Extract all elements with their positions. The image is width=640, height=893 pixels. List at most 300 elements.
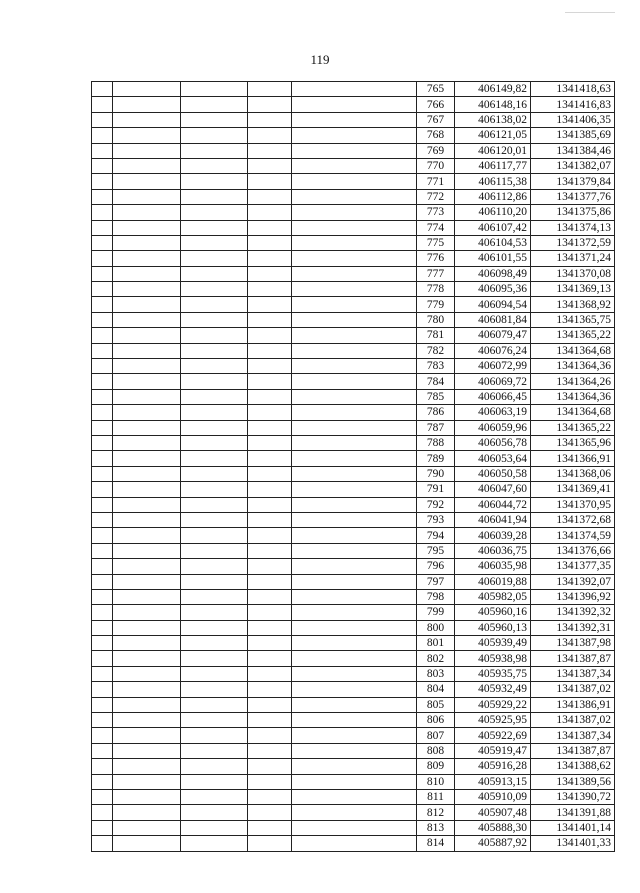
empty-cell bbox=[292, 158, 417, 173]
empty-cell bbox=[181, 620, 248, 635]
table-row bbox=[92, 235, 615, 250]
empty-cell bbox=[113, 805, 181, 820]
empty-cell bbox=[248, 466, 292, 481]
point-number-cell: 766 bbox=[417, 97, 455, 112]
empty-cell bbox=[292, 559, 417, 574]
empty-cell bbox=[248, 605, 292, 620]
y-coordinate-cell: 1341392,32 bbox=[531, 605, 615, 620]
point-number-cell: 788 bbox=[417, 435, 455, 450]
empty-cell bbox=[92, 836, 113, 851]
empty-cell bbox=[248, 559, 292, 574]
empty-cell bbox=[113, 512, 181, 527]
y-coordinate-cell: 1341364,68 bbox=[531, 343, 615, 358]
y-coordinate-cell: 1341387,87 bbox=[531, 651, 615, 666]
x-coordinate-cell: 405960,16 bbox=[455, 605, 531, 620]
empty-cell bbox=[248, 282, 292, 297]
empty-cell bbox=[292, 651, 417, 666]
empty-cell bbox=[181, 451, 248, 466]
x-coordinate-cell: 406076,24 bbox=[455, 343, 531, 358]
empty-cell bbox=[181, 728, 248, 743]
empty-cell bbox=[92, 282, 113, 297]
table-row bbox=[92, 312, 615, 327]
empty-cell bbox=[92, 543, 113, 558]
empty-cell bbox=[292, 636, 417, 651]
y-coordinate-cell: 1341374,59 bbox=[531, 528, 615, 543]
empty-cell bbox=[113, 651, 181, 666]
point-number-cell: 794 bbox=[417, 528, 455, 543]
empty-cell bbox=[113, 158, 181, 173]
y-coordinate-cell: 1341372,68 bbox=[531, 512, 615, 527]
empty-cell bbox=[113, 466, 181, 481]
table-row bbox=[92, 528, 615, 543]
x-coordinate-cell: 406039,28 bbox=[455, 528, 531, 543]
empty-cell bbox=[92, 451, 113, 466]
table-row bbox=[92, 620, 615, 635]
empty-cell bbox=[292, 312, 417, 327]
table-row bbox=[92, 666, 615, 681]
empty-cell bbox=[92, 266, 113, 281]
empty-cell bbox=[292, 220, 417, 235]
empty-cell bbox=[181, 220, 248, 235]
empty-cell bbox=[292, 174, 417, 189]
empty-cell bbox=[292, 451, 417, 466]
empty-cell bbox=[292, 466, 417, 481]
empty-cell bbox=[113, 728, 181, 743]
empty-cell bbox=[113, 235, 181, 250]
table-row bbox=[92, 836, 615, 851]
empty-cell bbox=[181, 189, 248, 204]
empty-cell bbox=[92, 82, 113, 97]
table-row bbox=[92, 759, 615, 774]
empty-cell bbox=[248, 482, 292, 497]
empty-cell bbox=[92, 620, 113, 635]
empty-cell bbox=[292, 112, 417, 127]
empty-cell bbox=[181, 328, 248, 343]
empty-cell bbox=[92, 189, 113, 204]
point-number-cell: 777 bbox=[417, 266, 455, 281]
x-coordinate-cell: 405982,05 bbox=[455, 589, 531, 604]
empty-cell bbox=[292, 143, 417, 158]
y-coordinate-cell: 1341364,36 bbox=[531, 359, 615, 374]
empty-cell bbox=[181, 174, 248, 189]
y-coordinate-cell: 1341364,26 bbox=[531, 374, 615, 389]
empty-cell bbox=[181, 143, 248, 158]
x-coordinate-cell: 405938,98 bbox=[455, 651, 531, 666]
empty-cell bbox=[181, 112, 248, 127]
empty-cell bbox=[292, 543, 417, 558]
x-coordinate-cell: 406095,36 bbox=[455, 282, 531, 297]
empty-cell bbox=[113, 174, 181, 189]
point-number-cell: 779 bbox=[417, 297, 455, 312]
empty-cell bbox=[92, 743, 113, 758]
y-coordinate-cell: 1341369,41 bbox=[531, 482, 615, 497]
empty-cell bbox=[92, 559, 113, 574]
empty-cell bbox=[181, 497, 248, 512]
x-coordinate-cell: 405887,92 bbox=[455, 836, 531, 851]
empty-cell bbox=[181, 82, 248, 97]
table-row bbox=[92, 251, 615, 266]
empty-cell bbox=[248, 636, 292, 651]
empty-cell bbox=[248, 405, 292, 420]
point-number-cell: 787 bbox=[417, 420, 455, 435]
x-coordinate-cell: 405919,47 bbox=[455, 743, 531, 758]
empty-cell bbox=[113, 528, 181, 543]
x-coordinate-cell: 406069,72 bbox=[455, 374, 531, 389]
empty-cell bbox=[181, 512, 248, 527]
point-number-cell: 807 bbox=[417, 728, 455, 743]
y-coordinate-cell: 1341369,13 bbox=[531, 282, 615, 297]
empty-cell bbox=[113, 743, 181, 758]
empty-cell bbox=[113, 589, 181, 604]
table-row bbox=[92, 420, 615, 435]
point-number-cell: 798 bbox=[417, 589, 455, 604]
empty-cell bbox=[292, 374, 417, 389]
x-coordinate-cell: 406121,05 bbox=[455, 128, 531, 143]
empty-cell bbox=[248, 128, 292, 143]
x-coordinate-cell: 405907,48 bbox=[455, 805, 531, 820]
point-number-cell: 804 bbox=[417, 682, 455, 697]
empty-cell bbox=[181, 266, 248, 281]
table-row bbox=[92, 97, 615, 112]
x-coordinate-cell: 406098,49 bbox=[455, 266, 531, 281]
point-number-cell: 780 bbox=[417, 312, 455, 327]
y-coordinate-cell: 1341385,69 bbox=[531, 128, 615, 143]
empty-cell bbox=[181, 774, 248, 789]
y-coordinate-cell: 1341391,88 bbox=[531, 805, 615, 820]
table-row bbox=[92, 128, 615, 143]
table-row bbox=[92, 636, 615, 651]
x-coordinate-cell: 406149,82 bbox=[455, 82, 531, 97]
empty-cell bbox=[181, 574, 248, 589]
point-number-cell: 772 bbox=[417, 189, 455, 204]
empty-cell bbox=[92, 235, 113, 250]
x-coordinate-cell: 406110,20 bbox=[455, 205, 531, 220]
x-coordinate-cell: 405916,28 bbox=[455, 759, 531, 774]
x-coordinate-cell: 406081,84 bbox=[455, 312, 531, 327]
empty-cell bbox=[92, 512, 113, 527]
x-coordinate-cell: 406094,54 bbox=[455, 297, 531, 312]
empty-cell bbox=[92, 297, 113, 312]
point-number-cell: 791 bbox=[417, 482, 455, 497]
empty-cell bbox=[113, 420, 181, 435]
empty-cell bbox=[248, 359, 292, 374]
x-coordinate-cell: 406035,98 bbox=[455, 559, 531, 574]
empty-cell bbox=[92, 682, 113, 697]
y-coordinate-cell: 1341375,86 bbox=[531, 205, 615, 220]
empty-cell bbox=[181, 482, 248, 497]
point-number-cell: 790 bbox=[417, 466, 455, 481]
empty-cell bbox=[248, 728, 292, 743]
table-row bbox=[92, 158, 615, 173]
y-coordinate-cell: 1341387,34 bbox=[531, 728, 615, 743]
empty-cell bbox=[92, 143, 113, 158]
empty-cell bbox=[92, 328, 113, 343]
empty-cell bbox=[248, 512, 292, 527]
point-number-cell: 808 bbox=[417, 743, 455, 758]
empty-cell bbox=[92, 359, 113, 374]
corner-mark bbox=[565, 12, 615, 13]
table-row bbox=[92, 359, 615, 374]
empty-cell bbox=[292, 389, 417, 404]
y-coordinate-cell: 1341365,22 bbox=[531, 328, 615, 343]
empty-cell bbox=[248, 158, 292, 173]
empty-cell bbox=[292, 774, 417, 789]
empty-cell bbox=[248, 374, 292, 389]
empty-cell bbox=[248, 328, 292, 343]
empty-cell bbox=[181, 466, 248, 481]
empty-cell bbox=[92, 312, 113, 327]
point-number-cell: 771 bbox=[417, 174, 455, 189]
empty-cell bbox=[92, 420, 113, 435]
x-coordinate-cell: 406101,55 bbox=[455, 251, 531, 266]
empty-cell bbox=[113, 482, 181, 497]
x-coordinate-cell: 405925,95 bbox=[455, 713, 531, 728]
empty-cell bbox=[292, 205, 417, 220]
point-number-cell: 810 bbox=[417, 774, 455, 789]
empty-cell bbox=[113, 251, 181, 266]
empty-cell bbox=[181, 297, 248, 312]
point-number-cell: 784 bbox=[417, 374, 455, 389]
empty-cell bbox=[248, 220, 292, 235]
empty-cell bbox=[248, 713, 292, 728]
empty-cell bbox=[248, 389, 292, 404]
empty-cell bbox=[92, 389, 113, 404]
empty-cell bbox=[248, 82, 292, 97]
empty-cell bbox=[292, 743, 417, 758]
point-number-cell: 767 bbox=[417, 112, 455, 127]
point-number-cell: 811 bbox=[417, 789, 455, 804]
empty-cell bbox=[92, 482, 113, 497]
empty-cell bbox=[181, 651, 248, 666]
empty-cell bbox=[181, 636, 248, 651]
y-coordinate-cell: 1341365,96 bbox=[531, 435, 615, 450]
empty-cell bbox=[92, 636, 113, 651]
empty-cell bbox=[92, 97, 113, 112]
empty-cell bbox=[181, 359, 248, 374]
table-row bbox=[92, 512, 615, 527]
empty-cell bbox=[113, 112, 181, 127]
y-coordinate-cell: 1341382,07 bbox=[531, 158, 615, 173]
empty-cell bbox=[92, 174, 113, 189]
x-coordinate-cell: 406019,88 bbox=[455, 574, 531, 589]
empty-cell bbox=[292, 235, 417, 250]
table-row bbox=[92, 651, 615, 666]
empty-cell bbox=[113, 82, 181, 97]
empty-cell bbox=[248, 805, 292, 820]
empty-cell bbox=[292, 282, 417, 297]
y-coordinate-cell: 1341376,66 bbox=[531, 543, 615, 558]
point-number-cell: 769 bbox=[417, 143, 455, 158]
empty-cell bbox=[292, 97, 417, 112]
empty-cell bbox=[181, 158, 248, 173]
table-row bbox=[92, 435, 615, 450]
empty-cell bbox=[292, 528, 417, 543]
y-coordinate-cell: 1341387,02 bbox=[531, 682, 615, 697]
empty-cell bbox=[248, 189, 292, 204]
table-row bbox=[92, 497, 615, 512]
y-coordinate-cell: 1341406,35 bbox=[531, 112, 615, 127]
empty-cell bbox=[248, 112, 292, 127]
empty-cell bbox=[181, 205, 248, 220]
x-coordinate-cell: 406050,58 bbox=[455, 466, 531, 481]
empty-cell bbox=[92, 805, 113, 820]
empty-cell bbox=[292, 820, 417, 835]
point-number-cell: 774 bbox=[417, 220, 455, 235]
table-row bbox=[92, 220, 615, 235]
empty-cell bbox=[92, 374, 113, 389]
empty-cell bbox=[248, 174, 292, 189]
table-row bbox=[92, 805, 615, 820]
empty-cell bbox=[113, 497, 181, 512]
empty-cell bbox=[292, 359, 417, 374]
empty-cell bbox=[181, 251, 248, 266]
empty-cell bbox=[113, 297, 181, 312]
point-number-cell: 782 bbox=[417, 343, 455, 358]
x-coordinate-cell: 406148,16 bbox=[455, 97, 531, 112]
x-coordinate-cell: 406138,02 bbox=[455, 112, 531, 127]
table-row bbox=[92, 605, 615, 620]
empty-cell bbox=[292, 482, 417, 497]
empty-cell bbox=[181, 343, 248, 358]
point-number-cell: 792 bbox=[417, 497, 455, 512]
point-number-cell: 768 bbox=[417, 128, 455, 143]
empty-cell bbox=[92, 528, 113, 543]
empty-cell bbox=[292, 328, 417, 343]
empty-cell bbox=[248, 343, 292, 358]
x-coordinate-cell: 406044,72 bbox=[455, 497, 531, 512]
empty-cell bbox=[292, 420, 417, 435]
y-coordinate-cell: 1341401,33 bbox=[531, 836, 615, 851]
y-coordinate-cell: 1341368,06 bbox=[531, 466, 615, 481]
empty-cell bbox=[292, 666, 417, 681]
point-number-cell: 786 bbox=[417, 405, 455, 420]
table-row bbox=[92, 174, 615, 189]
x-coordinate-cell: 406120,01 bbox=[455, 143, 531, 158]
empty-cell bbox=[92, 589, 113, 604]
x-coordinate-cell: 406059,96 bbox=[455, 420, 531, 435]
empty-cell bbox=[113, 266, 181, 281]
table-row bbox=[92, 774, 615, 789]
empty-cell bbox=[248, 820, 292, 835]
y-coordinate-cell: 1341365,75 bbox=[531, 312, 615, 327]
x-coordinate-cell: 406047,60 bbox=[455, 482, 531, 497]
y-coordinate-cell: 1341396,92 bbox=[531, 589, 615, 604]
table-row bbox=[92, 282, 615, 297]
empty-cell bbox=[181, 666, 248, 681]
empty-cell bbox=[292, 343, 417, 358]
empty-cell bbox=[292, 512, 417, 527]
empty-cell bbox=[181, 805, 248, 820]
empty-cell bbox=[248, 759, 292, 774]
point-number-cell: 795 bbox=[417, 543, 455, 558]
empty-cell bbox=[92, 158, 113, 173]
point-number-cell: 809 bbox=[417, 759, 455, 774]
point-number-cell: 803 bbox=[417, 666, 455, 681]
empty-cell bbox=[113, 435, 181, 450]
empty-cell bbox=[113, 759, 181, 774]
empty-cell bbox=[92, 774, 113, 789]
y-coordinate-cell: 1341390,72 bbox=[531, 789, 615, 804]
coordinates-table bbox=[91, 81, 615, 852]
point-number-cell: 773 bbox=[417, 205, 455, 220]
table-row bbox=[92, 543, 615, 558]
table-row bbox=[92, 405, 615, 420]
x-coordinate-cell: 405910,09 bbox=[455, 789, 531, 804]
point-number-cell: 781 bbox=[417, 328, 455, 343]
empty-cell bbox=[113, 636, 181, 651]
empty-cell bbox=[292, 435, 417, 450]
empty-cell bbox=[92, 435, 113, 450]
empty-cell bbox=[92, 128, 113, 143]
y-coordinate-cell: 1341389,56 bbox=[531, 774, 615, 789]
point-number-cell: 806 bbox=[417, 713, 455, 728]
point-number-cell: 801 bbox=[417, 636, 455, 651]
table-row bbox=[92, 728, 615, 743]
empty-cell bbox=[113, 789, 181, 804]
table-row bbox=[92, 713, 615, 728]
table-row bbox=[92, 189, 615, 204]
empty-cell bbox=[92, 789, 113, 804]
empty-cell bbox=[181, 697, 248, 712]
y-coordinate-cell: 1341365,22 bbox=[531, 420, 615, 435]
empty-cell bbox=[92, 651, 113, 666]
empty-cell bbox=[92, 759, 113, 774]
point-number-cell: 765 bbox=[417, 82, 455, 97]
empty-cell bbox=[113, 282, 181, 297]
x-coordinate-cell: 405888,30 bbox=[455, 820, 531, 835]
empty-cell bbox=[181, 528, 248, 543]
empty-cell bbox=[292, 620, 417, 635]
table-row bbox=[92, 743, 615, 758]
empty-cell bbox=[292, 682, 417, 697]
empty-cell bbox=[248, 251, 292, 266]
empty-cell bbox=[181, 789, 248, 804]
empty-cell bbox=[248, 589, 292, 604]
table-row bbox=[92, 266, 615, 281]
y-coordinate-cell: 1341368,92 bbox=[531, 297, 615, 312]
table-row bbox=[92, 466, 615, 481]
empty-cell bbox=[92, 112, 113, 127]
empty-cell bbox=[292, 589, 417, 604]
empty-cell bbox=[92, 728, 113, 743]
table-row bbox=[92, 389, 615, 404]
empty-cell bbox=[248, 774, 292, 789]
x-coordinate-cell: 406107,42 bbox=[455, 220, 531, 235]
empty-cell bbox=[248, 97, 292, 112]
empty-cell bbox=[248, 435, 292, 450]
y-coordinate-cell: 1341374,13 bbox=[531, 220, 615, 235]
empty-cell bbox=[181, 435, 248, 450]
x-coordinate-cell: 406041,94 bbox=[455, 512, 531, 527]
empty-cell bbox=[248, 574, 292, 589]
empty-cell bbox=[181, 589, 248, 604]
y-coordinate-cell: 1341370,95 bbox=[531, 497, 615, 512]
x-coordinate-cell: 406066,45 bbox=[455, 389, 531, 404]
empty-cell bbox=[292, 82, 417, 97]
y-coordinate-cell: 1341401,14 bbox=[531, 820, 615, 835]
empty-cell bbox=[113, 143, 181, 158]
y-coordinate-cell: 1341387,34 bbox=[531, 666, 615, 681]
empty-cell bbox=[181, 420, 248, 435]
empty-cell bbox=[181, 389, 248, 404]
empty-cell bbox=[113, 374, 181, 389]
point-number-cell: 778 bbox=[417, 282, 455, 297]
empty-cell bbox=[248, 697, 292, 712]
table-row bbox=[92, 482, 615, 497]
table-row bbox=[92, 205, 615, 220]
point-number-cell: 812 bbox=[417, 805, 455, 820]
table-row bbox=[92, 574, 615, 589]
